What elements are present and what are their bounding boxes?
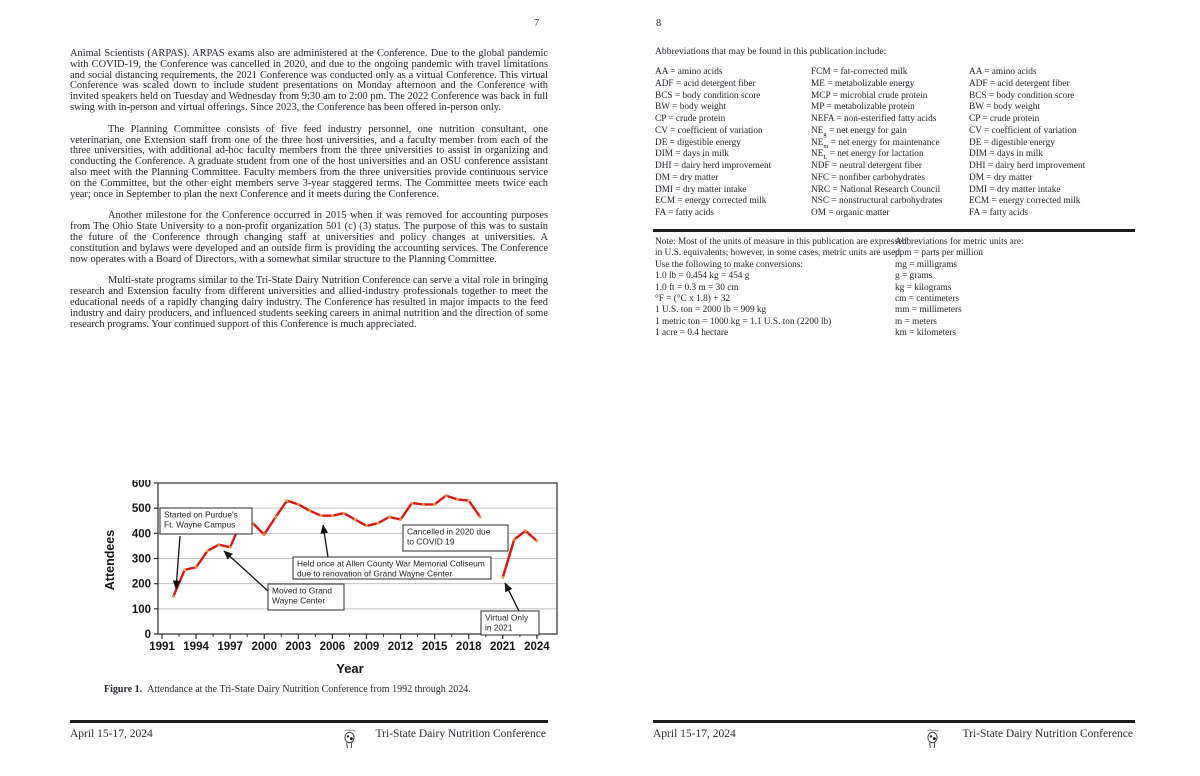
svg-text:due to renovation of Grand Way: due to renovation of Grand Wayne Center <box>297 568 453 579</box>
figure-caption-text: Attendance at the Tri-State Dairy Nutrition Conference from 1992 through 2024. <box>147 684 471 695</box>
abbreviation-item: DM = dry matter <box>655 172 719 183</box>
note-line: Note: Most of the units of measure in this publication are expressed <box>655 237 907 247</box>
body-text <box>70 49 548 341</box>
metric-unit-line: mg = milligrams <box>895 259 958 270</box>
svg-text:1991: 1991 <box>149 641 175 653</box>
footer-date: April 15-17, 2024 <box>70 728 153 740</box>
svg-text:600: 600 <box>131 480 151 490</box>
metric-unit-line: cm = centimeters <box>895 294 960 305</box>
figure-caption-label: Figure 1. <box>104 684 143 695</box>
abbreviation-item: ADF = acid detergent fiber <box>969 78 1070 89</box>
section-rule <box>653 229 1135 232</box>
note-line: °F = (°C x 1.8) + 32 <box>655 294 730 305</box>
note-line: in U.S. equivalents; however, in some cases, metric units are used. <box>655 248 903 259</box>
note-line: 1.0 lb = 0.454 kg = 454 g <box>655 271 750 282</box>
abbreviation-item: MP = metabolizable protein <box>811 102 915 113</box>
svg-text:0: 0 <box>144 629 151 641</box>
svg-text:2018: 2018 <box>455 641 482 653</box>
abbreviation-item: DIM = days in milk <box>655 149 729 160</box>
footer-conference-title: Tri-State Dairy Nutrition Conference <box>962 728 1133 740</box>
svg-text:Ft. Wayne Campus: Ft. Wayne Campus <box>164 519 236 530</box>
note-line: 1 U.S. ton = 2000 lb = 909 kg <box>655 305 767 316</box>
footer-rule <box>653 720 1135 723</box>
abbreviation-item: AA = amino acids <box>969 67 1037 77</box>
conference-logo-icon <box>342 728 358 750</box>
page-8 <box>653 0 1135 776</box>
abbreviation-item: ME = metabolizable energy <box>811 78 915 89</box>
abbreviation-item: CV = coefficient of variation <box>655 125 763 136</box>
svg-text:Attendees: Attendees <box>103 529 117 591</box>
abbreviations-column-2 <box>811 67 943 220</box>
abbreviation-item: CV = coefficient of variation <box>969 125 1077 136</box>
abbreviation-item: NFC = nonfiber carbohydrates <box>811 172 925 183</box>
svg-text:2000: 2000 <box>251 641 278 653</box>
svg-text:1997: 1997 <box>217 641 243 653</box>
svg-text:Year: Year <box>336 661 364 676</box>
abbreviation-item: BCS = body condition score <box>969 90 1075 101</box>
abbreviation-item: BCS = body condition score <box>655 90 761 101</box>
metric-units-list <box>895 237 1024 340</box>
abbreviation-item: NEFA = non-esterified fatty acids <box>811 114 937 124</box>
abbreviation-item: CP = crude protein <box>969 114 1040 124</box>
abbreviation-item: $NE_m$ = net energy for maintenance <box>811 137 940 150</box>
body-paragraph: Animal Scientists (ARPAS). ARPAS exams also are administered at the Conference. Due to the global pandemic with COVID-19, the Conference was cancelled in 2020, and due to the ongoing pandemic with travel limitations and social distancing requirements, the 2021 Conference was conducted only as a virtual Conference. This virtual Conference was scaled down to include student presentations on Monday afternoon and the Conference with invited speakers held on Tuesday and Wednesday from 9:30 am to 2:00 pm. The 2022 Conference was back in full swing with in-person and virtual offerings. Since 2023, the Conference has been offered in-person only. <box>70 48 548 113</box>
svg-text:500: 500 <box>131 503 151 516</box>
abbreviation-item: DHI = dairy herd improvement <box>655 161 772 171</box>
note-line: 1.0 ft = 0.3 m = 30 cm <box>655 282 739 293</box>
note-line: 1 acre = 0.4 hectare <box>655 328 729 339</box>
abbreviation-item: BW = body weight <box>655 102 726 113</box>
note-line: 1 metric ton = 1000 kg = 1.1 U.S. ton (2200 lb) <box>655 316 832 327</box>
abbreviations-column-3 <box>969 67 1085 220</box>
footer-rule <box>70 720 548 723</box>
abbreviation-item: ECM = energy corrected milk <box>969 196 1081 207</box>
abbreviation-item: DE = digestible energy <box>655 137 741 148</box>
svg-text:Moved to Grand: Moved to Grand <box>272 585 333 596</box>
abbreviation-item: ADF = acid detergent fiber <box>655 78 756 89</box>
abbreviation-item: NSC = nonstructural carbohydrates <box>811 196 943 207</box>
abbreviation-item: FA = fatty acids <box>969 208 1029 218</box>
svg-text:2024: 2024 <box>524 641 550 653</box>
abbreviations-header: Abbreviations that may be found in this publication include: <box>655 46 887 57</box>
page-footer <box>653 726 1135 756</box>
abbreviation-item: MCP = microbial crude protein <box>811 90 928 101</box>
abbreviation-item: ECM = energy corrected milk <box>655 196 767 207</box>
abbreviation-item: $NE_g$ = net energy for gain <box>811 125 907 138</box>
body-paragraph: Multi-state programs similar to the Tri-State Dairy Nutrition Conference can serve a vital role in bringing research and Extension faculty from different universities and allied-industry professionals together to meet the educational needs of a rapidly changing dairy industry. The Conference has resulted in major impacts to the feed industry and dairy producers, and influenced students seeking careers in animal nutrition and the direction of some research programs. Your continued support of this Conference is much appreciated. <box>70 275 548 330</box>
abbreviation-item: FCM = fat-corrected milk <box>811 67 908 77</box>
metric-unit-line: g = grams <box>895 271 933 282</box>
page-number-left: 7 <box>534 18 540 29</box>
svg-text:Held once at Allen County War: Held once at Allen County War Memorial Coliseum <box>297 558 485 569</box>
svg-text:2012: 2012 <box>387 641 414 653</box>
abbreviation-item: DIM = days in milk <box>969 149 1043 160</box>
svg-text:Virtual Only: Virtual Only <box>485 612 529 623</box>
figure-caption <box>104 684 471 695</box>
metric-unit-line: ppm = parts per million <box>895 248 983 259</box>
abbreviation-item: AA = amino acids <box>655 67 723 77</box>
metric-unit-line: km = kilometers <box>895 328 957 339</box>
abbreviation-item: BW = body weight <box>969 102 1040 113</box>
svg-text:Started on Purdue's: Started on Purdue's <box>164 509 238 520</box>
abbreviation-item: DMI = dry matter intake <box>969 184 1061 195</box>
abbreviation-item: NDF = neutral detergent fiber <box>811 161 922 171</box>
abbreviation-item: CP = crude protein <box>655 114 726 124</box>
abbreviation-item: OM = organic matter <box>811 208 890 218</box>
svg-text:1994: 1994 <box>183 641 209 653</box>
svg-text:200: 200 <box>131 578 151 591</box>
svg-text:100: 100 <box>131 603 151 616</box>
svg-text:2009: 2009 <box>353 641 380 653</box>
body-paragraph: Another milestone for the Conference occurred in 2015 when it was removed for accounting purposes from The Ohio State University to a non-profit organization 501 (c) (3) status. The purpose of this was to sustain the future of the Conference through changing staff at universities and policy changes at universities. A constitution and bylaws were developed and an outside firm is providing the accounting services. The Conference now operates with a Board of Directors, with a somewhat similar structure to the Planning Committee. <box>70 210 548 265</box>
footer-conference-title: Tri-State Dairy Nutrition Conference <box>375 728 546 740</box>
units-note <box>655 237 907 340</box>
footer-date: April 15-17, 2024 <box>653 728 736 740</box>
abbreviation-item: $NE_L$ = net energy for lactation <box>811 149 924 162</box>
svg-text:Wayne Center: Wayne Center <box>272 595 326 606</box>
metric-unit-line: mm = millimeters <box>895 305 962 316</box>
abbreviation-item: DM = dry matter <box>969 172 1033 183</box>
attendance-figure <box>70 480 570 685</box>
abbreviation-item: DMI = dry matter intake <box>655 184 747 195</box>
svg-text:2015: 2015 <box>421 641 448 653</box>
abbreviation-item: DHI = dairy herd improvement <box>969 161 1086 171</box>
abbreviation-item: DE = digestible energy <box>969 137 1055 148</box>
metric-unit-line: kg = kilograms <box>895 282 952 293</box>
conference-logo-icon <box>925 728 941 750</box>
svg-text:in 2021: in 2021 <box>485 622 513 633</box>
abbreviations-column-1 <box>655 67 771 220</box>
page-footer <box>70 726 548 756</box>
abbreviation-item: NRC = National Research Council <box>811 184 941 195</box>
metric-unit-line: Abbreviations for metric units are: <box>895 237 1024 247</box>
body-paragraph: The Planning Committee consists of five feed industry personnel, one nutrition consultant, one veterinarian, one Extension staff from one of the three host universities, and a faculty member from each of the three universities, with additional ad-hoc faculty members from the three universities to assist in organizing and conducting the Conference. A graduate student from one of the host universities and an OSU conference assistant also meet with the Planning Committee. Faculty members from the three universities provide continuous service on the Committee, but the other eight members serve 3-year staggered terms. The Committee meets twice each year; once in September to plan the next Conference and it meets during the Conference. <box>70 123 548 200</box>
svg-text:Cancelled in 2020 due: Cancelled in 2020 due <box>407 526 491 537</box>
page-number-right: 8 <box>656 18 662 29</box>
svg-text:300: 300 <box>131 553 151 566</box>
page-7 <box>70 0 548 776</box>
note-line: Use the following to make conversions: <box>655 259 803 270</box>
abbreviation-item: FA = fatty acids <box>655 208 715 218</box>
svg-text:2006: 2006 <box>319 641 346 653</box>
svg-text:400: 400 <box>131 528 151 541</box>
svg-text:2021: 2021 <box>490 641 516 653</box>
metric-unit-line: m = meters <box>895 316 937 327</box>
svg-text:to COVID 19: to COVID 19 <box>407 536 455 547</box>
svg-text:2003: 2003 <box>285 641 312 653</box>
